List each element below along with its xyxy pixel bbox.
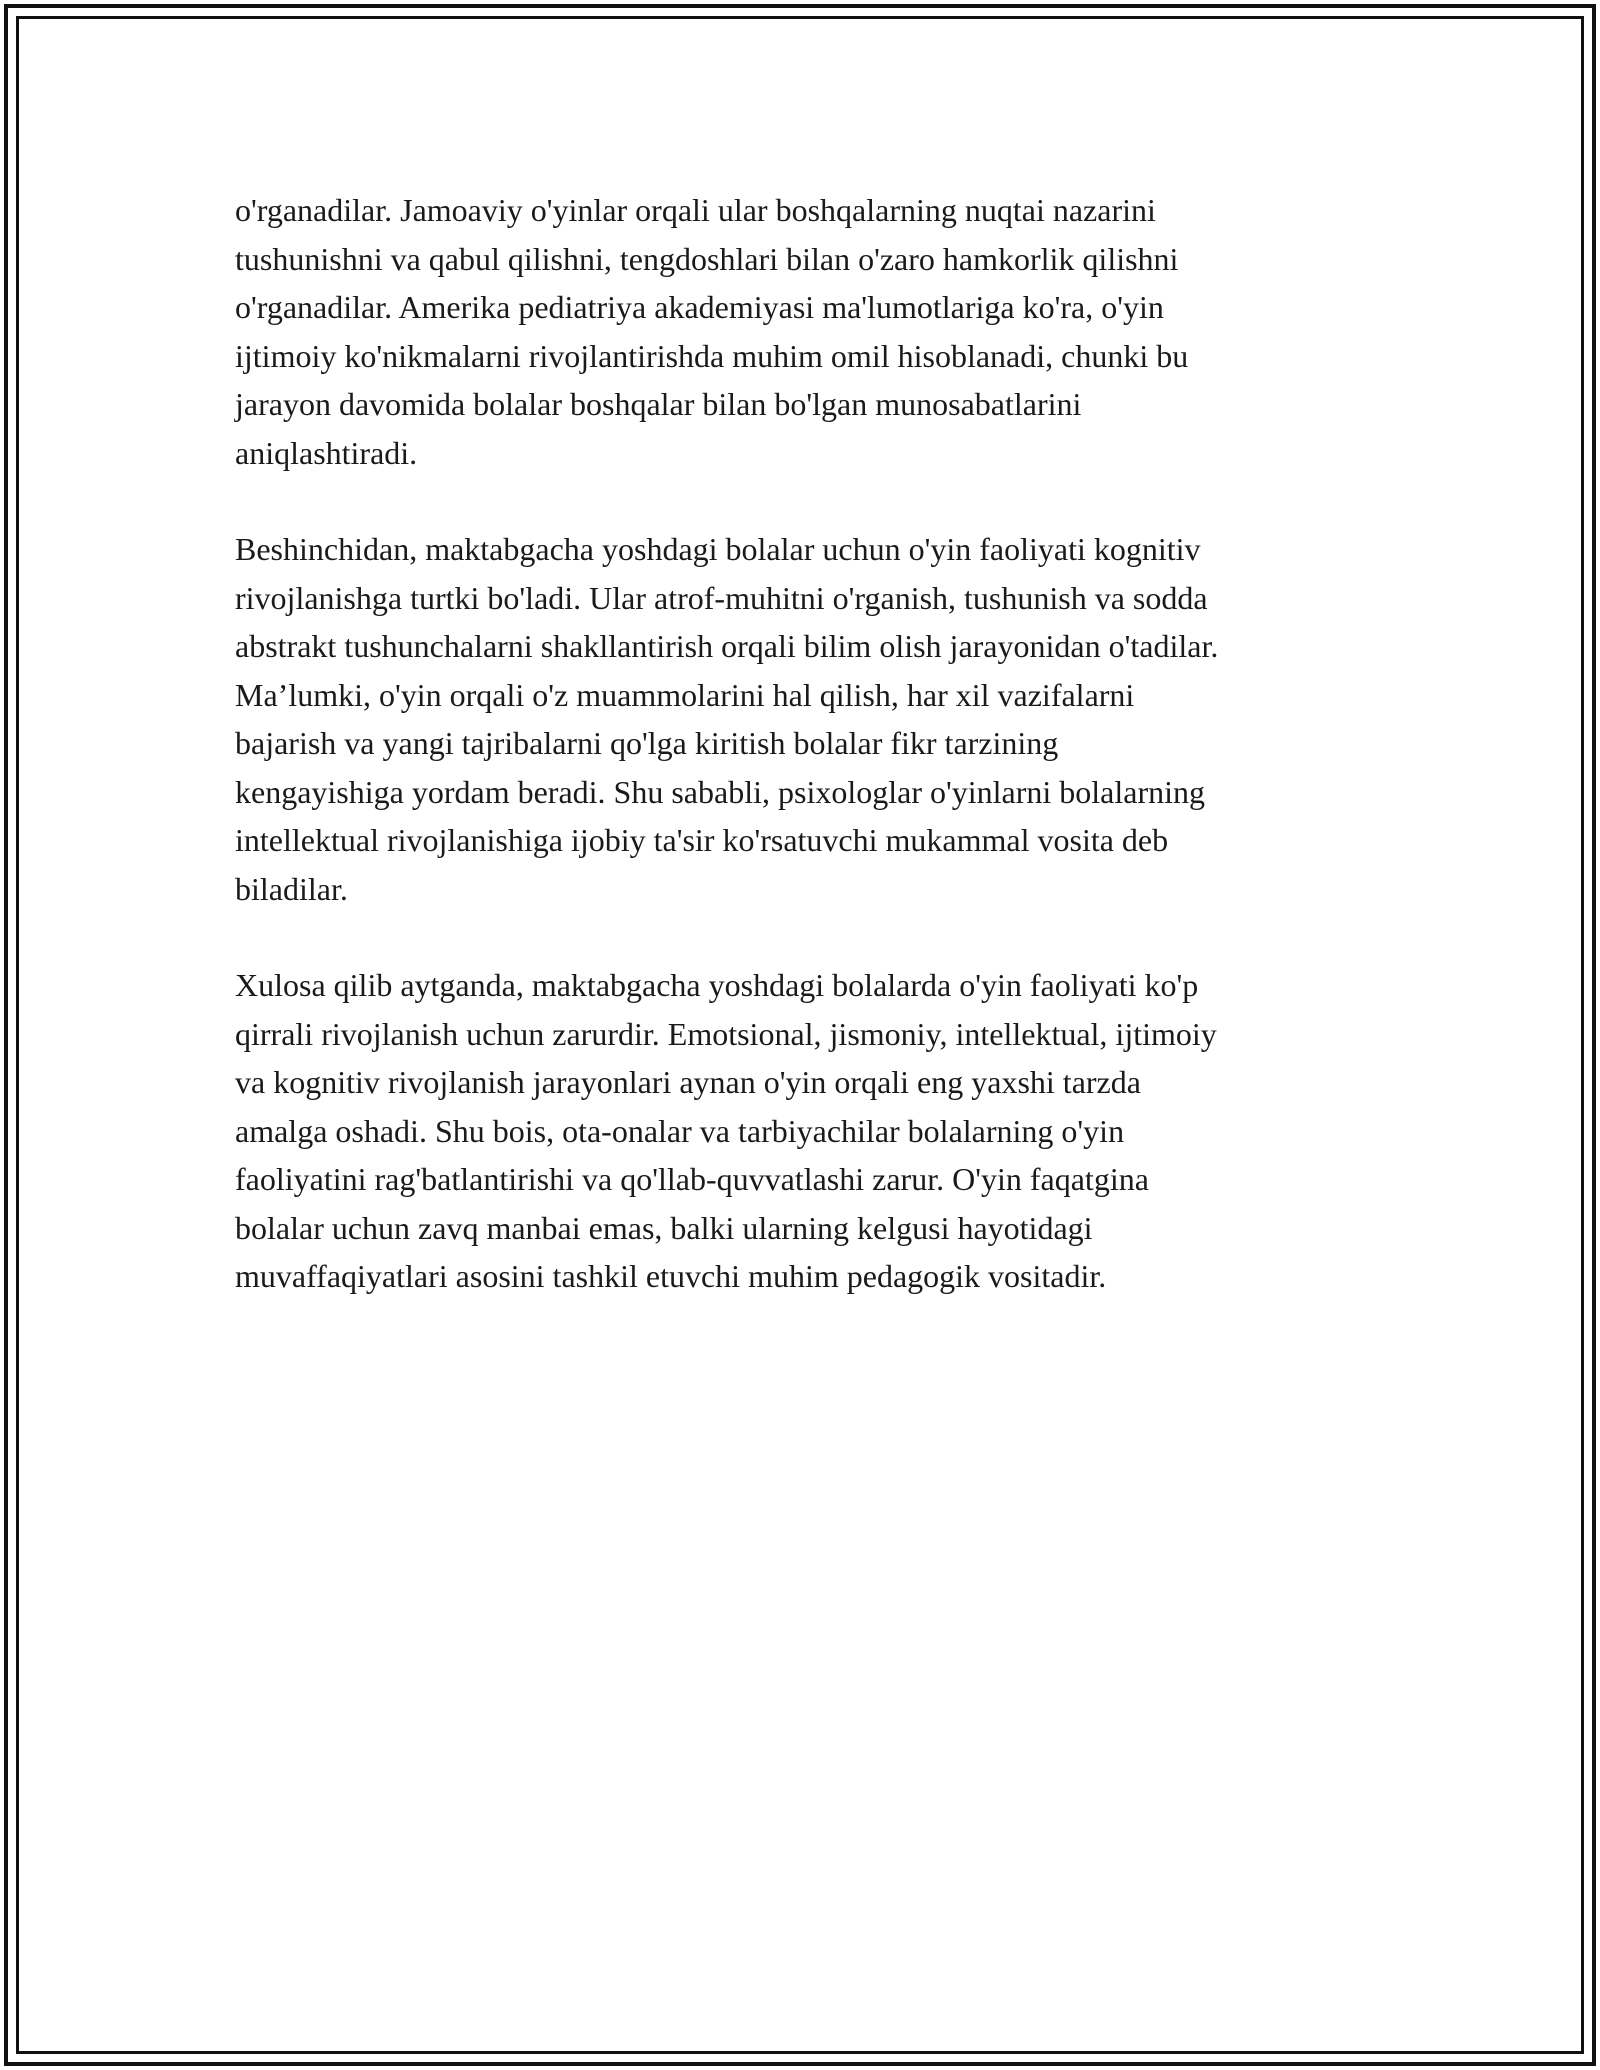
- paragraph-cognitive-development: Beshinchidan, maktabgacha yoshdagi bolalar uchun o'yin faoliyati kognitiv rivojlanishga turtki bo'ladi. Ular atrof-muhitni o'rganish, tushunish va sodda abstrakt tushunchalarni shakllantirish orqali bilim olish jarayonidan o'tadilar. Ma’lumki, o'yin orqali o'z muammolarini hal qilish, har xil vazifalarni bajarish va yangi tajribalarni qo'lga kiritish bolalar fikr tarzining kengayishiga yordam beradi. Shu sababli, psixologlar o'yinlarni bolalarning intellektual rivojlanishiga ijobiy ta'sir ko'rsatuvchi mukammal vosita deb biladilar.: [235, 531, 1219, 907]
- paragraph-social-skills: o'rganadilar. Jamoaviy o'yinlar orqali ular boshqalarning nuqtai nazarini tushunishni va qabul qilishni, tengdoshlari bilan o'zaro hamkorlik qilishni o'rganadilar. Amerika pediatriya akademiyasi ma'lumotlariga ko'ra, o'yin ijtimoiy ko'nikmalarni rivojlantirishda muhim omil hisoblanadi, chunki bu jarayon davomida bolalar boshqalar bilan bo'lgan munosabatlarini aniqlashtiradi.: [235, 192, 1189, 471]
- document-body: [235, 186, 1385, 1349]
- paragraph-conclusion: Xulosa qilib aytganda, maktabgacha yoshdagi bolalarda o'yin faoliyati ko'p qirrali rivojlanish uchun zarurdir. Emotsional, jismoniy, intellektual, ijtimoiy va kognitiv rivojlanish jarayonlari aynan o'yin orqali eng yaxshi tarzda amalga oshadi. Shu bois, ota-onalar va tarbiyachilar bolalarning o'yin faoliyatini rag'batlantirishi va qo'llab-quvvatlashi zarur. O'yin faqatgina bolalar uchun zavq manbai emas, balki ularning kelgusi hayotidagi muvaffaqiyatlari asosini tashkil etuvchi muhim pedagogik vositadir.: [235, 967, 1217, 1294]
